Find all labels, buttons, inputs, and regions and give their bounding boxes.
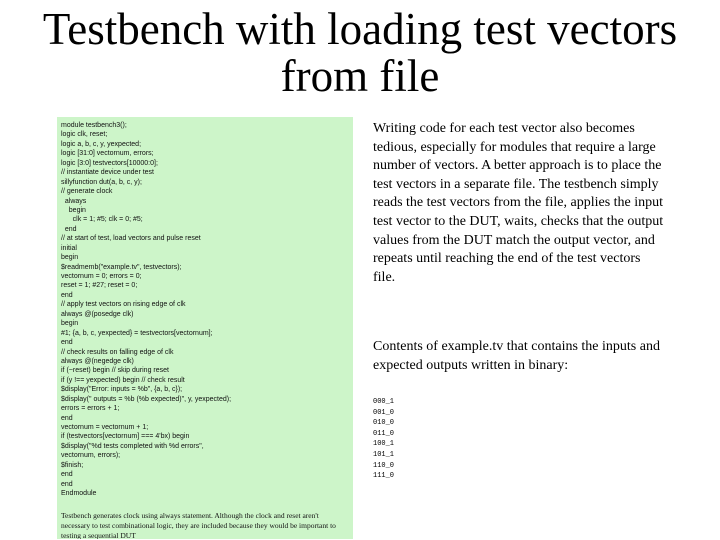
code-line: logic [31:0] vectornum, errors; (61, 150, 154, 158)
code-listing (61, 121, 349, 499)
code-line: $finish; (61, 461, 84, 469)
code-line: always (61, 197, 87, 205)
code-line: begin (61, 206, 86, 214)
code-line: module testbench3(); (61, 122, 127, 129)
test-vector-line: 101_1 (373, 450, 395, 459)
code-line: end (61, 480, 73, 488)
code-line: $display(" outputs = %b (%b expected)", y, yexpected); (61, 395, 232, 403)
explanation-paragraph: Writing code for each test vector also becomes tedious, especially for modules that require a large number of vectors. A better approach is to place the test vectors in a separate file. The testbench simply reads the test vectors from the file, applies the input test vector to the DUT, waits, checks that the output values from the DUT match the output vector, and repeats until reaching the end of the test vectors file. (373, 121, 664, 285)
code-line: errors = errors + 1; (61, 405, 120, 413)
code-line: sillyfunction dut(a, b, c, y); (61, 178, 142, 186)
test-vector-line: 011_0 (373, 429, 395, 438)
test-vector-list (373, 397, 394, 482)
code-line: // at start of test, load vectors and pulse reset (61, 235, 201, 243)
code-line: Endmodule (61, 490, 97, 498)
code-line: logic clk, reset; (61, 131, 108, 139)
code-line: vectornum, errors); (61, 452, 121, 460)
test-vector-line: 010_0 (373, 419, 395, 428)
code-line: if (testvectors[vectornum] === 4'bx) begin (61, 433, 190, 441)
code-line: begin (61, 320, 79, 328)
code-line: vectornum = vectornum + 1; (61, 424, 149, 431)
code-line: end (61, 471, 73, 479)
code-line: end (61, 339, 73, 347)
code-line: // generate clock (61, 188, 113, 196)
code-line: end (61, 225, 77, 233)
code-line: if (~reset) begin // skip during reset (61, 367, 169, 375)
code-line: $display("Error: inputs = %b", {a, b, c}); (61, 386, 183, 394)
code-line: vectornum = 0; errors = 0; (61, 273, 142, 280)
code-line: end (61, 414, 73, 422)
code-line: $display("%d tests completed with %d errors", (61, 442, 204, 450)
code-line: logic a, b, c, y, yexpected; (61, 140, 142, 148)
file-description-paragraph: Contents of example.tv that contains the inputs and expected outputs written in binary: (373, 339, 660, 373)
test-vector-line: 111_0 (373, 472, 395, 481)
code-line: if (y !== yexpected) begin // check result (61, 376, 185, 384)
code-line: #1; {a, b, c, yexpected} = testvectors[vectornum]; (61, 329, 213, 337)
code-line: clk = 1; #5; clk = 0; #5; (61, 216, 143, 224)
test-vector-line: 000_1 (373, 398, 395, 406)
code-line: // apply test vectors on rising edge of clk (61, 301, 186, 309)
code-line: begin (61, 254, 79, 262)
code-line: // check results on falling edge of clk (61, 348, 174, 356)
code-line: reset = 1; #27; reset = 0; (61, 282, 138, 290)
code-caption: Testbench generates clock using always statement. Although the clock and reset aren't necessary to test combinational logic, they are included because they would be important to testing a sequential DUT (61, 511, 336, 539)
code-panel (57, 117, 353, 539)
code-line: initial (61, 244, 77, 252)
test-vector-line: 001_0 (373, 408, 395, 417)
slide-title: Testbench with loading test vectors from file (42, 4, 678, 101)
test-vector-line: 110_0 (373, 461, 395, 470)
code-line: always @(posedge clk) (61, 310, 134, 318)
code-line: always @(negedge clk) (61, 357, 134, 365)
test-vector-line: 100_1 (373, 440, 395, 449)
code-line: end (61, 291, 73, 299)
code-line: logic [3:0] testvectors[10000:0]; (61, 159, 158, 167)
code-line: // instantiate device under test (61, 169, 154, 177)
code-line: $readmemb("example.tv", testvectors); (61, 263, 182, 271)
